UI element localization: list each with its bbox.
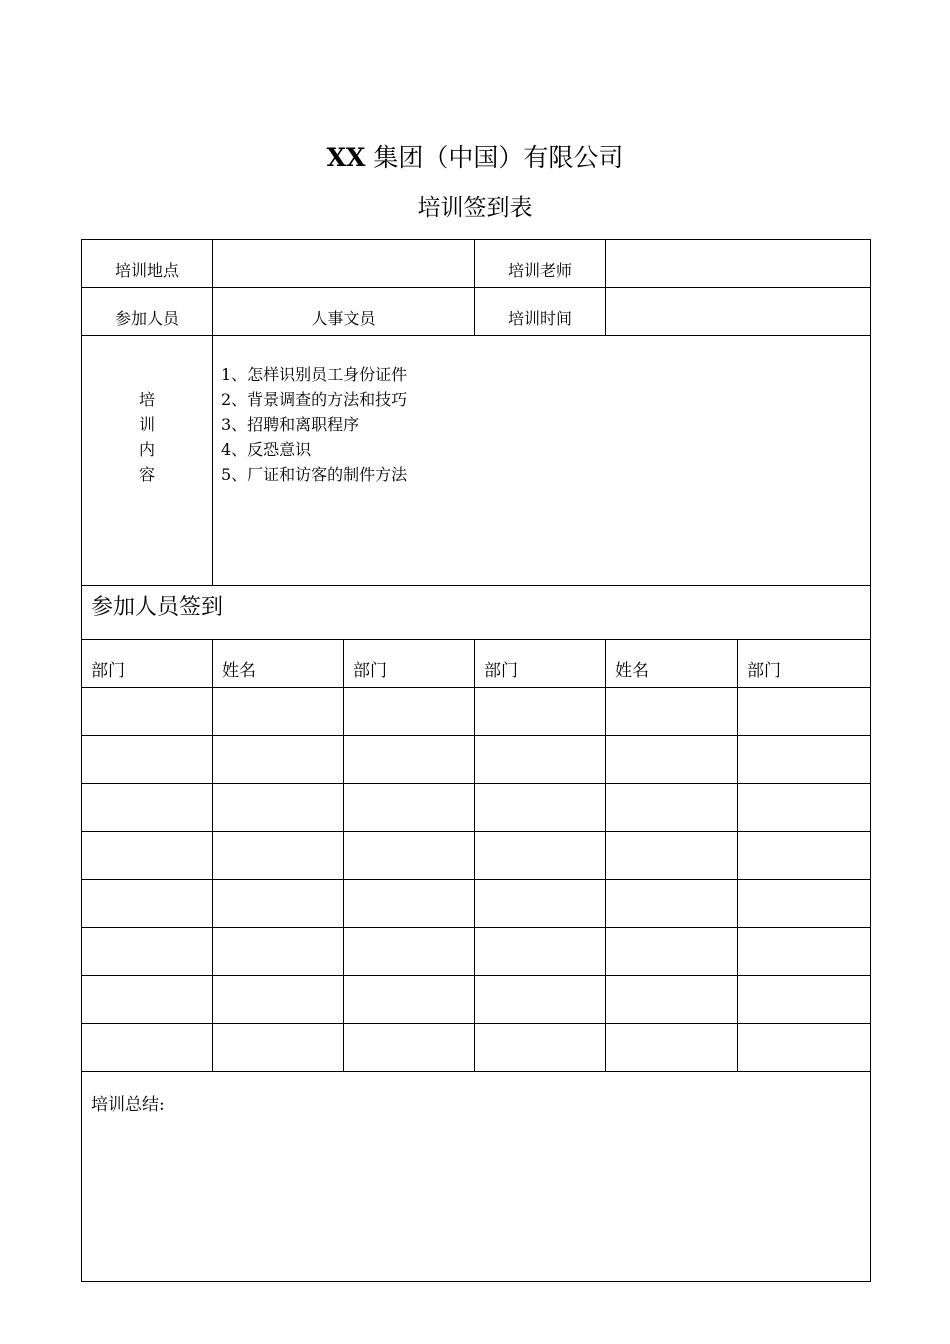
signin-sheet-table	[81, 239, 871, 1282]
signin-cell[interactable]	[606, 880, 738, 928]
signin-cell[interactable]	[82, 928, 213, 976]
form-title: 培训签到表	[417, 195, 533, 221]
signin-cell[interactable]	[344, 976, 475, 1024]
column-header-department: 部门	[344, 640, 475, 688]
signin-cell[interactable]	[213, 928, 344, 976]
signin-rows	[82, 688, 871, 1072]
content-label-char: 容	[138, 465, 155, 484]
signin-cell[interactable]	[606, 928, 738, 976]
signin-cell[interactable]	[213, 976, 344, 1024]
signin-cell[interactable]	[82, 1024, 213, 1072]
signin-cell[interactable]	[606, 688, 738, 736]
signin-cell[interactable]	[344, 688, 475, 736]
signin-cell[interactable]	[82, 880, 213, 928]
signin-cell[interactable]	[475, 1024, 606, 1072]
signin-cell[interactable]	[82, 736, 213, 784]
signin-cell[interactable]	[738, 928, 871, 976]
signin-section-title: 参加人员签到	[82, 586, 871, 640]
signin-cell[interactable]	[738, 784, 871, 832]
signin-cell[interactable]	[82, 832, 213, 880]
signin-row	[82, 976, 871, 1024]
participants-label: 参加人员	[82, 288, 213, 336]
company-title	[0, 140, 950, 176]
signin-cell[interactable]	[738, 976, 871, 1024]
time-label: 培训时间	[475, 288, 606, 336]
signin-cell[interactable]	[738, 880, 871, 928]
signin-cell[interactable]	[475, 832, 606, 880]
signin-cell[interactable]	[213, 784, 344, 832]
signin-cell[interactable]	[475, 928, 606, 976]
time-field[interactable]	[606, 288, 871, 336]
signin-cell[interactable]	[213, 832, 344, 880]
sheet-body	[82, 240, 871, 688]
content-label-char: 内	[138, 440, 155, 459]
participants-field[interactable]: 人事文员	[213, 288, 475, 336]
content-list	[213, 336, 871, 586]
column-header-department: 部门	[475, 640, 606, 688]
signin-cell[interactable]	[82, 688, 213, 736]
signin-cell[interactable]	[82, 976, 213, 1024]
signin-cell[interactable]	[606, 784, 738, 832]
info-row-participants	[82, 288, 871, 336]
column-header-department: 部门	[738, 640, 871, 688]
signin-row	[82, 1024, 871, 1072]
signin-cell[interactable]	[475, 784, 606, 832]
signin-row	[82, 832, 871, 880]
signin-cell[interactable]	[344, 736, 475, 784]
signin-row	[82, 928, 871, 976]
signin-cell[interactable]	[344, 784, 475, 832]
content-item: 5、厂证和访客的制件方法	[221, 465, 408, 484]
signin-cell[interactable]	[475, 880, 606, 928]
teacher-field[interactable]	[606, 240, 871, 288]
content-label	[82, 336, 213, 586]
signin-row	[82, 880, 871, 928]
column-header-name: 姓名	[606, 640, 738, 688]
signin-cell[interactable]	[475, 736, 606, 784]
column-header-name: 姓名	[213, 640, 344, 688]
signin-row	[82, 784, 871, 832]
signin-row	[82, 688, 871, 736]
info-row-location	[82, 240, 871, 288]
signin-section-row	[82, 586, 871, 640]
signin-cell[interactable]	[606, 976, 738, 1024]
signin-cell[interactable]	[475, 688, 606, 736]
content-item: 2、背景调查的方法和技巧	[221, 390, 408, 409]
location-label: 培训地点	[82, 240, 213, 288]
content-item: 1、怎样识别员工身份证件	[221, 365, 408, 384]
signin-row	[82, 736, 871, 784]
company-name-bold: XX	[326, 143, 366, 172]
signin-cell[interactable]	[738, 736, 871, 784]
content-label-char: 训	[138, 415, 155, 434]
signin-cell[interactable]	[344, 928, 475, 976]
signin-cell[interactable]	[344, 832, 475, 880]
signin-cell[interactable]	[213, 1024, 344, 1072]
content-label-char: 培	[138, 390, 155, 409]
signin-cell[interactable]	[213, 736, 344, 784]
location-field[interactable]	[213, 240, 475, 288]
signin-cell[interactable]	[475, 976, 606, 1024]
summary-row	[82, 1072, 871, 1282]
summary-section	[82, 1072, 871, 1282]
content-item: 3、招聘和离职程序	[221, 415, 360, 434]
content-item: 4、反恐意识	[221, 440, 312, 459]
signin-cell[interactable]	[213, 880, 344, 928]
signin-cell[interactable]	[344, 1024, 475, 1072]
teacher-label: 培训老师	[475, 240, 606, 288]
signin-cell[interactable]	[344, 880, 475, 928]
column-header-department: 部门	[82, 640, 213, 688]
summary-label: 培训总结:	[91, 1095, 165, 1115]
signin-cell[interactable]	[213, 688, 344, 736]
signin-cell[interactable]	[738, 688, 871, 736]
signin-cell[interactable]	[738, 832, 871, 880]
signin-cell[interactable]	[606, 1024, 738, 1072]
company-name-rest: 集团（中国）有限公司	[365, 143, 624, 172]
signin-cell[interactable]	[606, 736, 738, 784]
signin-header-row	[82, 640, 871, 688]
signin-cell[interactable]	[82, 784, 213, 832]
signin-cell[interactable]	[606, 832, 738, 880]
summary-field[interactable]	[82, 1072, 871, 1282]
signin-cell[interactable]	[738, 1024, 871, 1072]
content-row	[82, 336, 871, 586]
